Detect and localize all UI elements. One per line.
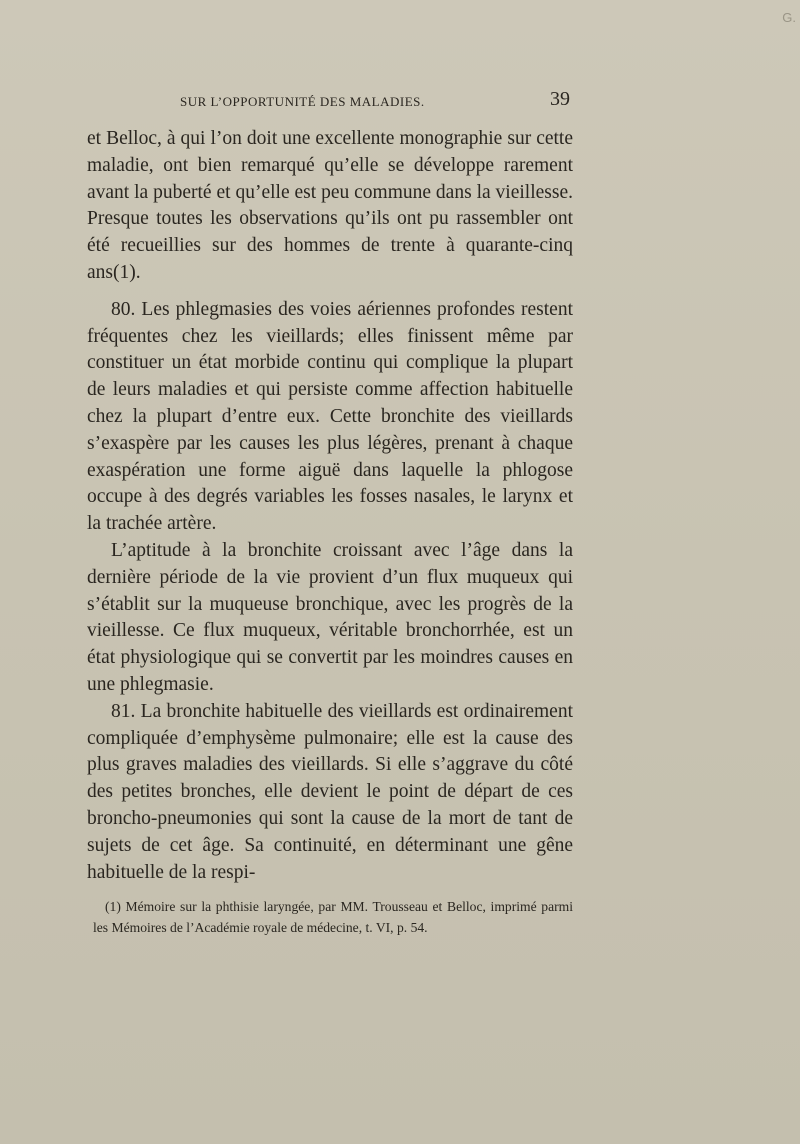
paragraph-81: 81. La bronchite habituelle des vieillards est ordinairement compliquée d’emphysème pulmonaire; elle est la cause des plus graves maladies des vieillards. Si elle s’aggrave du côté des petites bronches, elle devient le point de départ de ces broncho-pneumonies qui sont la cause de la mort de tant de sujets de cet âge. Sa continuité, en déterminant une gêne habituelle de la respi-	[87, 700, 573, 883]
paragraph-aptitude: L’aptitude à la bronchite croissant avec l’âge dans la dernière période de la vie provient d’un flux muqueux qui s’établit sur la muqueuse bronchique, avec les progrès de la vieillesse. Ce flux muqueux, véritable bronchorrhée, est un état physiologique qui se convertit par les moindres causes en une phlegmasie.	[87, 539, 573, 695]
page-number: 39	[550, 88, 570, 110]
body-text	[87, 126, 573, 886]
footnote-1: (1) Mémoire sur la phthisie laryngée, par MM. Trousseau et Belloc, imprimé parmi les Mémoires de l’Académie royale de médecine, t. VI, p. 54.	[93, 899, 573, 935]
paragraph-continuation: et Belloc, à qui l’on doit une excellente monographie sur cette maladie, ont bien remarqué qu’elle se développe rarement avant la puberté et qu’elle est peu commune dans la vieillesse. Presque toutes les observations qu’ils ont pu rassembler ont été recueillies sur des hommes de trente à quarante-cinq ans(1).	[87, 128, 573, 283]
page-header	[180, 90, 580, 116]
footnotes	[93, 896, 573, 938]
paragraph-80: 80. Les phlegmasies des voies aériennes profondes restent fréquentes chez les vieillards; elles finissent même par constituer un état morbide continu qui complique la plupart de leurs maladies et qui persiste comme affection habituelle chez la plupart d’entre eux. Cette bronchite des vieillards s’exaspère par les causes les plus légères, prenant à chaque exaspération une forme aiguë dans laquelle la phlogose occupe à des degrés variables les fosses nasales, le larynx et la trachée artère.	[87, 298, 573, 535]
running-title: SUR L’OPPORTUNITÉ DES MALADIES.	[180, 94, 425, 109]
pencil-mark: G.	[782, 10, 796, 25]
